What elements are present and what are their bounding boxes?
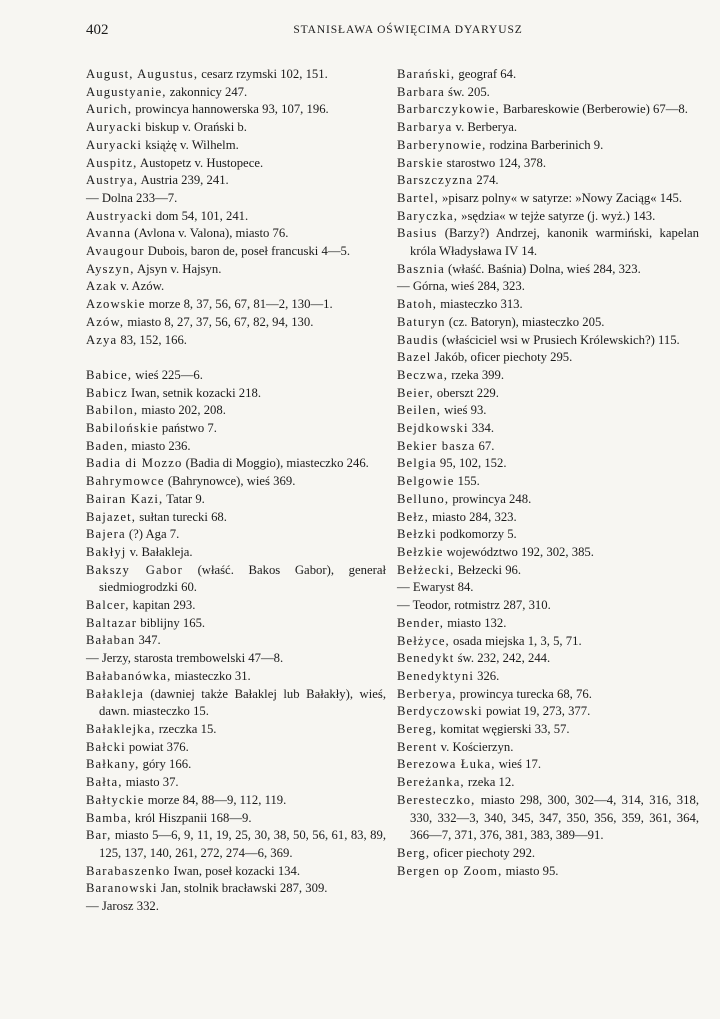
index-entry [397, 686, 699, 704]
index-text: miasto 284, 323. [428, 509, 517, 524]
index-term: Barbarczykowie, [397, 102, 500, 117]
index-text: państwo 7. [158, 421, 217, 436]
index-term: Auspitz, [86, 155, 138, 170]
index-entry [397, 66, 699, 84]
index-term: Belgia [397, 456, 437, 471]
index-term: Baranowski [86, 881, 158, 896]
index-text: Ajsyn v. Hajsyn. [134, 261, 222, 276]
index-text: (cz. Batoryn), miasteczko 205. [445, 314, 605, 329]
index-text: oberszt 229. [433, 385, 499, 400]
index-term: Belluno, [397, 491, 450, 506]
index-term: Babicz [86, 385, 128, 400]
index-text: 347. [135, 633, 161, 648]
index-entry [86, 367, 386, 385]
index-entry [397, 420, 699, 438]
index-term: Bełzkie [397, 544, 444, 559]
index-term: Beier, [397, 385, 434, 400]
index-term: Auryacki [86, 120, 143, 135]
index-entry [397, 544, 699, 562]
index-entry [86, 880, 386, 898]
index-text: biskup v. Orański b. [142, 120, 247, 135]
index-text: v. Azów. [117, 279, 165, 294]
index-entry [86, 278, 386, 296]
index-term: Bakłyj [86, 544, 127, 559]
index-term: Beilen, [397, 403, 441, 418]
index-text: — Dolna 233—7. [86, 190, 178, 205]
index-text: — Górna, wieś 284, 323. [397, 279, 525, 294]
index-column-right [397, 66, 699, 880]
index-term: Barberynowie, [397, 137, 487, 152]
index-text: — Teodor, rotmistrz 287, 310. [397, 598, 551, 613]
index-entry [397, 137, 699, 155]
index-entry [397, 402, 699, 420]
index-entry [397, 208, 699, 226]
index-entry [86, 898, 386, 916]
index-text: »sędzia« w tejże satyrze (j. wyż.) 143. [457, 208, 656, 223]
index-text: św. 232, 242, 244. [454, 651, 551, 666]
index-text: powiat 19, 273, 377. [482, 704, 591, 719]
index-term: Baturyn [397, 314, 446, 329]
index-term: Bałta, [86, 775, 123, 790]
index-term: Avaugour [86, 244, 145, 259]
index-text: prowincya 248. [449, 491, 532, 506]
index-text: 67. [475, 438, 495, 453]
index-term: Benedykt [397, 651, 455, 666]
index-text: miasto 95. [502, 863, 559, 878]
index-entry [86, 756, 386, 774]
index-entry [397, 509, 699, 527]
index-term: Barbara [397, 84, 445, 99]
index-text: powiat 376. [125, 739, 189, 754]
index-text: v. Bałakleja. [126, 544, 193, 559]
index-term: Azak [86, 279, 118, 294]
index-text: 334. [468, 421, 494, 436]
index-entry [86, 721, 386, 739]
index-entry [397, 367, 699, 385]
index-entry [86, 314, 386, 332]
index-entry [397, 756, 699, 774]
index-text: prowincya hannowerska 93, 107, 196. [132, 102, 329, 117]
index-text: Austria 239, 241. [138, 173, 229, 188]
index-entry [397, 172, 699, 190]
index-term: Baden, [86, 438, 129, 453]
index-text: geograf 64. [455, 67, 517, 81]
index-text: wieś 17. [495, 757, 542, 772]
index-entry [86, 615, 386, 633]
index-term: Barbarya [397, 120, 453, 135]
index-term: Azya [86, 332, 118, 347]
index-entry [86, 863, 386, 881]
index-text: Tatar 9. [163, 491, 205, 506]
index-entry [397, 526, 699, 544]
index-entry [397, 650, 699, 668]
index-text: wieś 225—6. [132, 367, 203, 382]
index-text: oficer piechoty 292. [430, 845, 536, 860]
index-entry [86, 208, 386, 226]
index-entry [86, 455, 386, 473]
index-term: Barabaszenko [86, 863, 171, 878]
index-term: Auryacki [86, 137, 143, 152]
index-term: Augustyanie, [86, 84, 167, 99]
index-text: Jan, stolnik bracławski 287, 309. [157, 881, 328, 896]
index-entry [86, 792, 386, 810]
index-term: Bajera [86, 527, 126, 542]
index-term: Baryczka, [397, 208, 458, 223]
index-entry [397, 438, 699, 456]
index-entry [86, 225, 386, 243]
index-entry [397, 668, 699, 686]
index-term: Babice, [86, 367, 133, 382]
index-term: Barskie [397, 155, 444, 170]
index-term: Berezowa Łuka, [397, 757, 496, 772]
index-text: góry 166. [139, 757, 192, 772]
index-entry [86, 385, 386, 403]
index-entry [397, 332, 699, 350]
index-entry [86, 119, 386, 137]
index-text: osada miejska 1, 3, 5, 71. [449, 633, 582, 648]
index-term: Bałcki [86, 739, 126, 754]
index-text: »pisarz polny« w satyrze: »Nowy Zaciąg« 145. [438, 190, 682, 205]
index-entry [86, 101, 386, 119]
index-term: Bereżanka, [397, 775, 465, 790]
index-term: Austryacki [86, 208, 153, 223]
index-entry [397, 385, 699, 403]
index-text: Jakób, oficer piechoty 295. [431, 350, 573, 365]
index-entry [397, 261, 699, 279]
index-entry [86, 810, 386, 828]
index-text: v. Kościerzyn. [437, 739, 514, 754]
index-term: Bałaban [86, 633, 136, 648]
index-term: Babilon, [86, 403, 139, 418]
index-text: dom 54, 101, 241. [152, 208, 249, 223]
section-gap [86, 349, 386, 367]
index-entry [397, 703, 699, 721]
index-text: cesarz rzymski 102, 151. [198, 67, 328, 81]
index-text: (właściciel wsi w Prusiech Królewskich?) 115. [438, 332, 680, 347]
index-term: Bełzki [397, 527, 437, 542]
index-entry [397, 491, 699, 509]
index-text: król Hiszpanii 168—9. [131, 810, 252, 825]
index-entry [397, 579, 699, 597]
index-text: prowincya turecka 68, 76. [456, 686, 592, 701]
index-entry [397, 190, 699, 208]
index-term: Batoh, [397, 297, 438, 312]
index-entry [86, 332, 386, 350]
index-term: Bekier basza [397, 438, 476, 453]
index-entry [397, 296, 699, 314]
index-term: Bakszy Gabor [86, 562, 183, 577]
index-term: Barański, [397, 67, 456, 81]
index-entry [397, 615, 699, 633]
index-text: miasto 298, 300, 302—4, 314, 316, 318, 330, 332—3, 340, 345, 347, 350, 356, 359, 361, 364, 366—7, 371, 376, 381, 383, 389—91. [410, 792, 699, 843]
index-text: zakonnicy 247. [166, 84, 248, 99]
index-text: podkomorzy 5. [436, 527, 517, 542]
index-text: morze 84, 88—9, 112, 119. [144, 792, 287, 807]
index-term: Basius [397, 226, 438, 241]
index-entry [86, 172, 386, 190]
index-entry [86, 243, 386, 261]
index-entry [397, 473, 699, 491]
index-term: Bartel, [397, 190, 439, 205]
index-text: komitat węgierski 33, 57. [437, 722, 570, 737]
index-term: Basznia [397, 261, 445, 276]
index-text: (właść. Baśnia) Dolna, wieś 284, 323. [444, 261, 641, 276]
index-text: v. Berberya. [452, 120, 517, 135]
index-text: książę v. Wilhelm. [142, 137, 239, 152]
index-entry [86, 473, 386, 491]
index-text: Bełzecki 96. [454, 562, 522, 577]
index-text: — Ewaryst 84. [397, 580, 474, 595]
index-entry [86, 562, 386, 597]
index-term: Baltazar [86, 615, 138, 630]
index-entry [397, 155, 699, 173]
index-text: Austopetz v. Hustopece. [137, 155, 264, 170]
index-term: Bergen op Zoom, [397, 863, 503, 878]
index-text: (Badia di Moggio), miasteczko 246. [182, 456, 369, 471]
index-text: morze 8, 37, 56, 67, 81—2, 130—1. [145, 297, 333, 312]
index-term: Bałaklejka, [86, 722, 156, 736]
index-entry [397, 633, 699, 651]
index-text: 326. [473, 668, 500, 683]
index-entry [86, 66, 386, 84]
index-entry [397, 278, 699, 296]
index-entry [397, 863, 699, 881]
index-column-left [86, 66, 386, 916]
index-entry [86, 544, 386, 562]
index-text: miasto 132. [444, 615, 507, 630]
index-text: 95, 102, 152. [436, 456, 507, 471]
index-term: Bazel [397, 350, 432, 365]
index-term: Bereg, [397, 722, 438, 737]
index-text: miasto 5—6, 9, 11, 19, 25, 30, 38, 50, 56, 61, 83, 89, 125, 137, 140, 261, 272, 274—6, 369. [99, 828, 386, 860]
index-entry [397, 562, 699, 580]
index-term: Bełżecki, [397, 562, 455, 577]
index-text: wieś 93. [441, 403, 487, 418]
index-text: (właść. Bakos Gabor), generał siedmiogrodzki 60. [99, 562, 386, 595]
index-term: Baudis [397, 332, 439, 347]
index-entry [397, 349, 699, 367]
index-term: Beczwa, [397, 367, 449, 382]
index-entry [397, 455, 699, 473]
index-text: miasto 202, 208. [138, 403, 226, 418]
index-entry [397, 774, 699, 792]
index-term: Berent [397, 739, 438, 754]
index-text: Iwan, poseł kozacki 134. [170, 863, 301, 878]
index-term: Beresteczko, [397, 792, 476, 807]
index-entry [86, 155, 386, 173]
index-entry [397, 721, 699, 739]
index-term: Bajazet, [86, 509, 137, 524]
page-header [86, 22, 700, 44]
index-entry [86, 632, 386, 650]
index-term: Bejdkowski [397, 421, 469, 436]
index-entry [397, 119, 699, 137]
index-term: Bender, [397, 615, 445, 630]
index-entry [86, 597, 386, 615]
index-text: (Barzy?) Andrzej, kanonik warmiński, kapelan króla Władysława IV 14. [410, 226, 699, 259]
index-term: Berg, [397, 845, 431, 860]
index-text: rzeczka 15. [155, 722, 217, 736]
index-text: (Bahrynowce), wieś 369. [164, 474, 296, 489]
index-entry [86, 296, 386, 314]
index-term: Bałkany, [86, 757, 140, 772]
index-term: Bairan Kazi, [86, 491, 164, 506]
index-entry [86, 774, 386, 792]
index-term: Belgowie [397, 474, 455, 489]
index-entry [86, 650, 386, 668]
index-term: Austrya, [86, 173, 139, 188]
index-text: sułtan turecki 68. [136, 509, 227, 524]
index-entry [397, 792, 699, 845]
index-entry [86, 137, 386, 155]
index-entry [397, 845, 699, 863]
index-text: — Jerzy, starosta trembowelski 47—8. [86, 651, 284, 666]
index-term: Barszczyzna [397, 173, 474, 188]
index-entry [397, 739, 699, 757]
index-entry [86, 526, 386, 544]
index-term: Berdyczowski [397, 704, 483, 719]
index-entry [397, 101, 699, 119]
index-term: Bałabanówka, [86, 668, 172, 683]
index-text: (dawniej także Bałaklej lub Bałakły), wieś, dawn. miasteczko 15. [99, 686, 386, 719]
index-term: Babilońskie [86, 421, 159, 436]
index-text: — Jarosz 332. [86, 899, 159, 914]
index-text: starostwo 124, 378. [443, 155, 547, 170]
index-entry [86, 491, 386, 509]
index-entry [397, 314, 699, 332]
index-text: (?) Aga 7. [125, 527, 180, 542]
index-text: miasto 8, 27, 37, 56, 67, 82, 94, 130. [124, 314, 314, 329]
index-text: Barbareskowie (Berberowie) 67—8. [499, 102, 688, 117]
index-text: biblijny 165. [137, 615, 206, 630]
index-text: województwo 192, 302, 385. [443, 544, 594, 559]
index-text: miasteczko 31. [171, 668, 251, 683]
index-term: August, Augustus, [86, 67, 199, 81]
index-term: Ayszyn, [86, 261, 135, 276]
index-entry [86, 668, 386, 686]
index-text: św. 205. [444, 84, 490, 99]
index-term: Bełz, [397, 509, 429, 524]
index-term: Azowskie [86, 297, 146, 312]
index-term: Bałakleja [86, 686, 144, 701]
index-term: Badia di Mozzo [86, 456, 183, 471]
index-term: Bamba, [86, 810, 132, 825]
index-text: Iwan, setnik kozacki 218. [127, 385, 262, 400]
index-term: Berberya, [397, 686, 457, 701]
index-text: rodzina Barberinich 9. [486, 137, 604, 152]
index-entry [86, 509, 386, 527]
index-text: 83, 152, 166. [117, 332, 187, 347]
index-entry [86, 84, 386, 102]
index-text: miasto 37. [122, 775, 179, 790]
index-entry [86, 827, 386, 862]
index-entry [397, 84, 699, 102]
index-text: 274. [473, 173, 499, 188]
running-title: STANISŁAWA OŚWIĘCIMA DYARYUSZ [293, 24, 523, 36]
index-term: Balcer, [86, 598, 130, 613]
index-entry [86, 686, 386, 721]
index-term: Bałtyckie [86, 792, 145, 807]
index-entry [397, 225, 699, 260]
index-term: Bełżyce, [397, 633, 450, 648]
index-term: Avanna [86, 226, 132, 241]
index-term: Azów, [86, 314, 125, 329]
page-number: 402 [86, 22, 109, 38]
index-entry [86, 438, 386, 456]
index-term: Aurich, [86, 102, 133, 117]
index-text: rzeka 12. [464, 775, 515, 790]
index-term: Benedyktyni [397, 668, 474, 683]
index-entry [86, 739, 386, 757]
index-entry [86, 261, 386, 279]
index-text: (Avlona v. Valona), miasto 76. [131, 226, 289, 241]
index-entry [86, 420, 386, 438]
index-text: rzeka 399. [448, 367, 505, 382]
index-term: Bar, [86, 828, 112, 843]
index-term: Bahrymowce [86, 474, 165, 489]
index-text: miasto 236. [128, 438, 191, 453]
index-entry [397, 597, 699, 615]
index-text: 155. [454, 474, 480, 489]
index-text: kapitan 293. [129, 598, 196, 613]
index-text: miasteczko 313. [437, 297, 523, 312]
index-entry [86, 402, 386, 420]
index-entry [86, 190, 386, 208]
index-text: Dubois, baron de, poseł francuski 4—5. [144, 244, 351, 259]
